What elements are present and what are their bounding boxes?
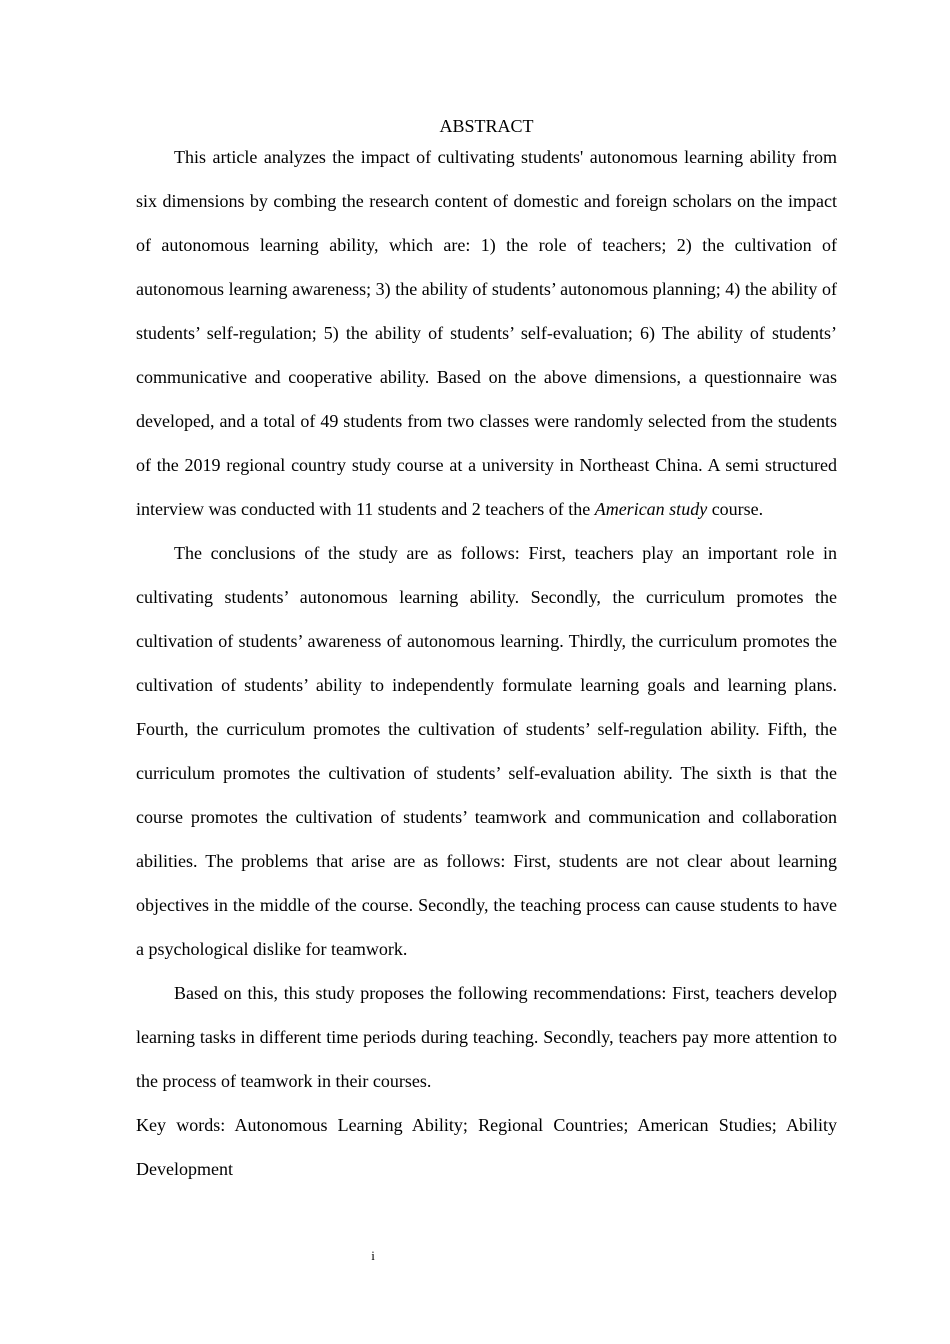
abstract-paragraph-3: Based on this, this study proposes the following recommendations: First, teachers develop learning tasks in different time periods during teaching. Secondly, teachers pay more attention to the process of teamwork in their courses. [136, 983, 837, 1091]
abstract-heading: ABSTRACT [439, 116, 534, 136]
paragraph-1-ending: course. [707, 499, 764, 519]
abstract-body [136, 135, 837, 1191]
abstract-paragraph-2: The conclusions of the study are as follows: First, teachers play an important role in cultivating students’ autonomous learning ability. Secondly, the curriculum promotes the cultivation of students’ awareness of autonomous learning. Thirdly, the curriculum promotes the cultivation of students’ ability to independently formulate learning goals and learning plans. Fourth, the curriculum promotes the cultivation of students’ self-regulation ability. Fifth, the curriculum promotes the cultivation of students’ self-evaluation ability. The sixth is that the course promotes the cultivation of students’ teamwork and communication and collaboration abilities. The problems that arise are as follows: First, students are not clear about learning objectives in the middle of the course. Secondly, the teaching process can cause students to have a psychological dislike for teamwork. [136, 543, 837, 959]
course-name-italic: American study [594, 499, 708, 519]
page-number: i [371, 1248, 375, 1263]
abstract-paragraph-1 [136, 135, 837, 531]
paragraph-1-text: This article analyzes the impact of cultivating students' autonomous learning ability from six dimensions by combing the research content of domestic and foreign scholars on the impact of autonomous learning ability, which are: 1) the role of teachers; 2) the cultivation of autonomous learning awareness; 3) the ability of students’ autonomous planning; 4) the ability of students’ self-regulation; 5) the ability of students’ self-evaluation; 6) The ability of students’ communicative and cooperative ability. Based on the above dimensions, a questionnaire was developed, and a total of 49 students from two classes were randomly selected from the students of the 2019 regional country study course at a university in Northeast China. A semi structured interview was conducted with 11 students and 2 teachers of the [136, 147, 837, 519]
keywords-line: Key words: Autonomous Learning Ability; Regional Countries; American Studies; Ability Development [136, 1115, 837, 1179]
